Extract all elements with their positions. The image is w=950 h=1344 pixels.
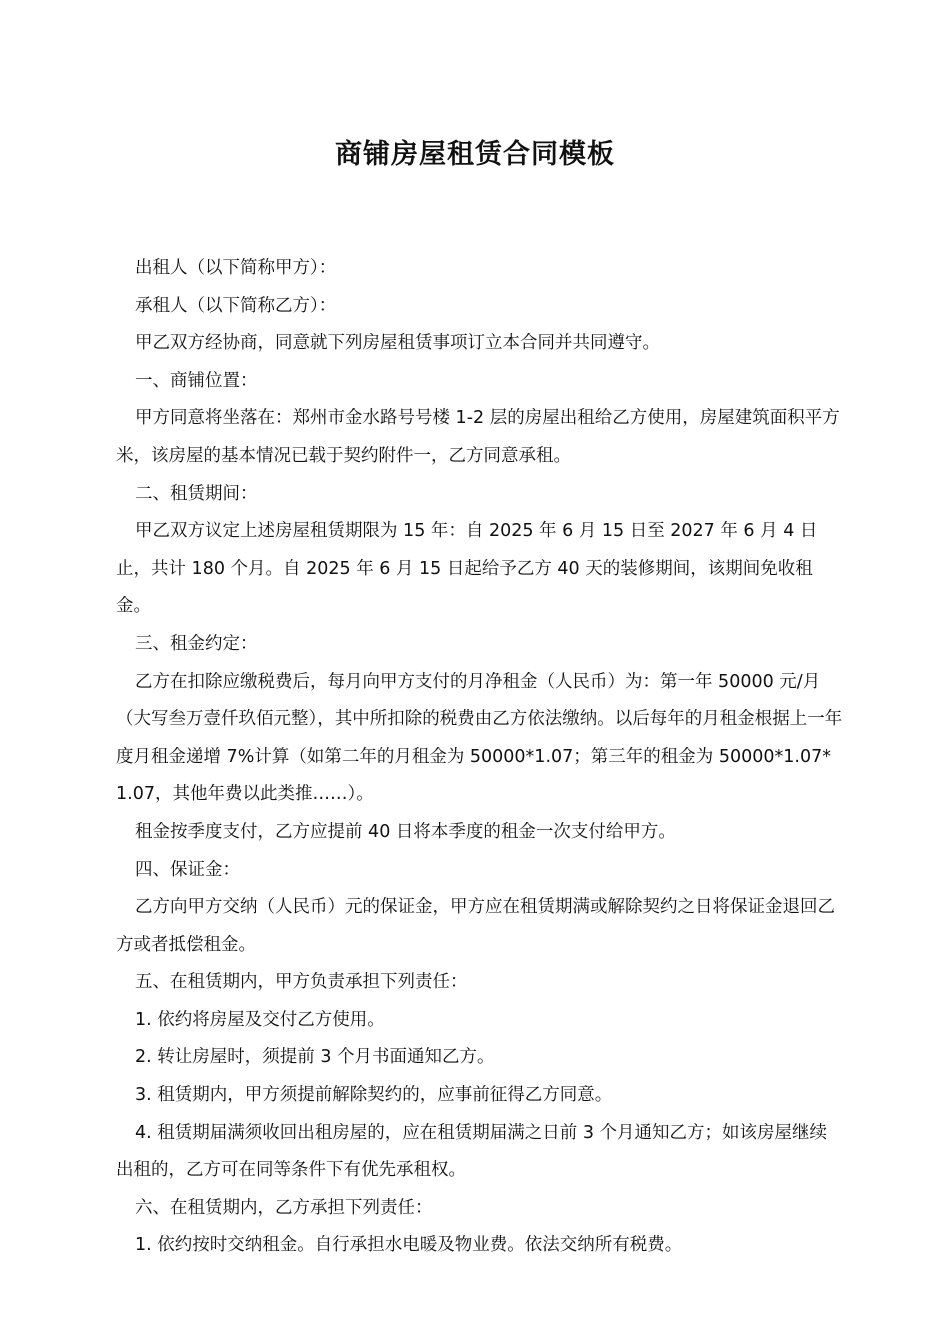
list-item-lessor-duty-4: 4. 租赁期届满须收回出租房屋的，应在租赁期届满之日前 3 个月通知乙方；如该房屋继续出租的，乙方可在同等条件下有优先承租权。 <box>116 1122 828 1181</box>
section-heading-lessor-duties: 五、在租赁期内，甲方负责承担下列责任： <box>135 972 468 993</box>
paragraph-term: 甲乙双方议定上述房屋租赁期限为 15 年：自 2025 年 6 月 15 日至 2027 年 6 月 4 日止，共计 180 个月。自 2025 年 6 月 15 日起给予乙方 40 天的装修期间，该期间免收租金。 <box>116 521 818 617</box>
section-heading-deposit: 四、保证金： <box>135 859 240 880</box>
document-body <box>116 250 844 1265</box>
paragraph-location: 甲方同意将坐落在：郑州市金水路号号楼 1-2 层的房屋出租给乙方使用，房屋建筑面积平方米，该房屋的基本情况已载于契约附件一，乙方同意承租。 <box>116 408 840 466</box>
list-item-lessor-duty-2: 2. 转让房屋时，须提前 3 个月书面通知乙方。 <box>135 1047 495 1068</box>
list-item-lessor-duty-3: 3. 租赁期内，甲方须提前解除契约的，应事前征得乙方同意。 <box>135 1085 613 1106</box>
section-heading-term: 二、租赁期间： <box>135 483 258 504</box>
section-heading-location: 一、商铺位置： <box>135 370 258 391</box>
paragraph-rent-payment: 租金按季度支付，乙方应提前 40 日将本季度的租金一次支付给甲方。 <box>135 821 676 842</box>
paragraph-deposit: 乙方向甲方交纳（人民币）元的保证金，甲方应在租赁期满或解除契约之日将保证金退回乙方或者抵偿租金。 <box>116 897 835 955</box>
paragraph-lessee: 承租人（以下简称乙方）： <box>135 295 337 316</box>
section-heading-rent: 三、租金约定： <box>135 633 258 654</box>
list-item-lessor-duty-1: 1. 依约将房屋及交付乙方使用。 <box>135 1009 385 1030</box>
paragraph-rent: 乙方在扣除应缴税费后，每月向甲方支付的月净租金（人民币）为：第一年 50000 元/月（大写叁万壹仟玖佰元整），其中所扣除的税费由乙方依法缴纳。以后每年的月租金根据上一年度月租金递增 7%计算（如第二年的月租金为 50000*1.07；第三年的租金为 50000*1.07*1.07，其他年费以此类推……）。 <box>116 671 843 805</box>
document-title: 商铺房屋租赁合同模板 <box>335 139 615 170</box>
section-heading-lessee-duties: 六、在租赁期内，乙方承担下列责任： <box>135 1197 433 1218</box>
paragraph-agreement: 甲乙双方经协商，同意就下列房屋租赁事项订立本合同并共同遵守。 <box>135 333 660 354</box>
list-item-lessee-duty-1: 1. 依约按时交纳租金。自行承担水电暖及物业费。依法交纳所有税费。 <box>135 1235 683 1256</box>
paragraph-lessor: 出租人（以下简称甲方）： <box>135 258 337 278</box>
